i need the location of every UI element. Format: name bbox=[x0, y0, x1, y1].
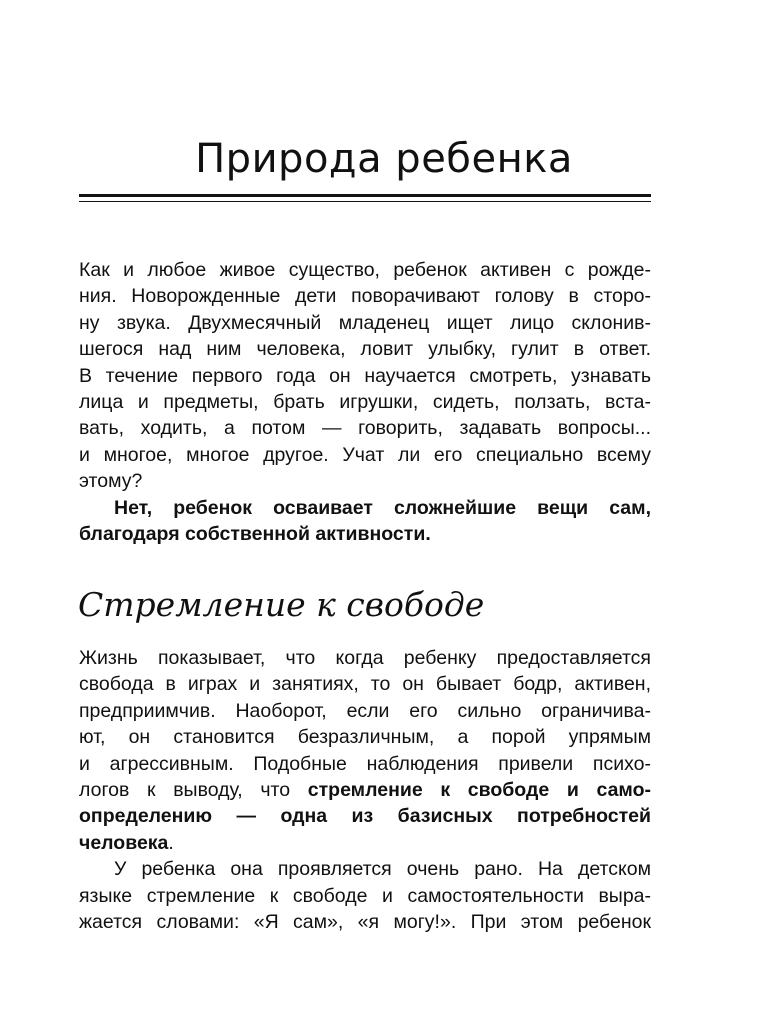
text-line: и агрессивным. Подобные наблюдения привели психо- bbox=[79, 752, 651, 775]
text-line: шегося над ним человека, ловит улыбку, гулит в ответ. bbox=[79, 338, 651, 361]
text-run: . bbox=[168, 831, 174, 854]
title-rule-thin bbox=[79, 201, 651, 202]
bold-run: стремление к свободе и само- bbox=[307, 778, 652, 801]
emphasis-line: определению — одна из базисных потребностей bbox=[79, 805, 651, 828]
text-line: Как и любое живое существо, ребенок активен с рожде- bbox=[79, 259, 651, 281]
text-line: языке стремление к свободе и самостоятельности выра- bbox=[79, 884, 651, 907]
text-line: вать, ходить, а потом — говорить, задавать вопросы... bbox=[79, 417, 651, 440]
text-line bbox=[79, 777, 651, 803]
emphasis-line: Нет, ребенок осваивает сложнейшие вещи сам, bbox=[114, 496, 651, 519]
text-line bbox=[79, 830, 651, 856]
text-line: и многое, многое другое. Учат ли его специально всему bbox=[79, 443, 651, 466]
text-line: этому? bbox=[79, 470, 143, 493]
freedom-paragraph bbox=[79, 645, 651, 935]
text-line: предприимчив. Наоборот, если его сильно ограничива- bbox=[79, 699, 651, 722]
section-heading: Стремление к свободе bbox=[78, 585, 485, 624]
bold-run: человека bbox=[79, 831, 169, 854]
title-rule-thick bbox=[79, 194, 651, 197]
text-line: ну звука. Двухмесячный младенец ищет лицо склонив- bbox=[79, 311, 651, 334]
text-line: В течение первого года он научается смотреть, узнавать bbox=[79, 364, 651, 387]
text-line: лица и предметы, брать игрушки, сидеть, ползать, вста- bbox=[79, 390, 651, 413]
text-line: ют, он становится безразличным, а порой упрямым bbox=[79, 726, 651, 749]
text-line: свобода в играх и занятиях, то он бывает бодр, активен, bbox=[79, 673, 651, 696]
text-line: ния. Новорожденные дети поворачивают голову в сторо- bbox=[79, 285, 651, 308]
text-run: логов к выводу, что bbox=[79, 778, 308, 801]
chapter-title: Природа ребенка bbox=[195, 136, 573, 182]
text-line: Жизнь показывает, что когда ребенку предоставляется bbox=[79, 647, 651, 669]
text-line: У ребенка она проявляется очень рано. На детском bbox=[114, 858, 651, 881]
text-line: жается словами: «Я сам», «я могу!». При этом ребенок bbox=[79, 910, 651, 933]
intro-paragraph bbox=[79, 257, 651, 547]
emphasis-line: благодаря собственной активности. bbox=[79, 522, 431, 545]
